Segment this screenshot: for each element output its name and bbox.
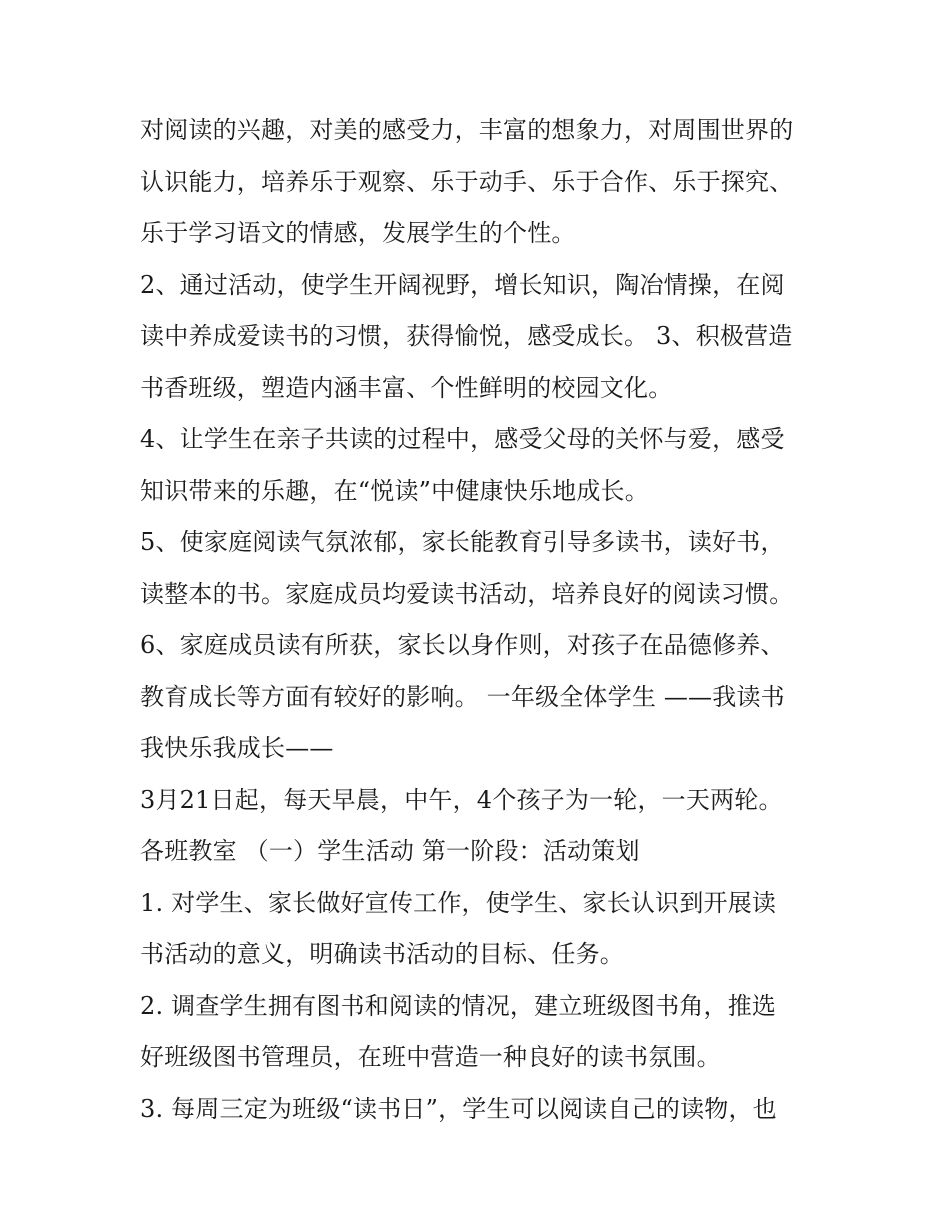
text-line: 1. 对学生、家长做好宣传工作，使学生、家长认识到开展读	[140, 888, 777, 917]
text-line: 2、通过活动，使学生开阔视野，增长知识，陶冶情操，在阅	[140, 270, 785, 299]
text-line: 书活动的意义，明确读书活动的目标、任务。	[140, 940, 624, 968]
text-line: 3月21日起，每天早晨，中午，4个孩子为一轮，一天两轮。	[140, 785, 783, 814]
text-line: 各班教室 （一）学生活动 第一阶段：活动策划	[140, 837, 640, 865]
text-line: 读整本的书。家庭成员均爱读书活动，培养良好的阅读习惯。	[140, 579, 794, 608]
text-line: 我快乐我成长——	[140, 734, 334, 762]
text-line: 对阅读的兴趣，对美的感受力，丰富的想象力，对周围世界的	[140, 116, 794, 144]
text-line: 读中养成爱读书的习惯，获得愉悦，感受成长。 3、积极营造	[140, 322, 793, 350]
body-text	[140, 108, 830, 1138]
text-line: 2. 调查学生拥有图书和阅读的情况，建立班级图书角，推选	[140, 991, 777, 1020]
text-line: 认识能力，培养乐于观察、乐于动手、乐于合作、乐于探究、	[140, 167, 794, 196]
text-line: 3. 每周三定为班级“读书日”，学生可以阅读自己的读物，也	[140, 1094, 777, 1123]
text-line: 乐于学习语文的情感，发展学生的个性。	[140, 219, 576, 247]
text-line: 6、家庭成员读有所获，家长以身作则，对孩子在品德修养、	[140, 631, 785, 659]
text-line: 好班级图书管理员，在班中营造一种良好的读书氛围。	[140, 1043, 721, 1071]
text-line: 4、让学生在亲子共读的过程中，感受父母的关怀与爱，感受	[140, 425, 785, 453]
text-line: 知识带来的乐趣，在“悦读”中健康快乐地成长。	[140, 476, 649, 505]
text-line: 书香班级，塑造内涵丰富、个性鲜明的校园文化。	[140, 373, 673, 402]
text-line: 5、使家庭阅读气氛浓郁，家长能教育引导多读书，读好书，	[140, 528, 785, 556]
text-line: 教育成长等方面有较好的影响。 一年级全体学生 ——我读书	[140, 682, 785, 711]
